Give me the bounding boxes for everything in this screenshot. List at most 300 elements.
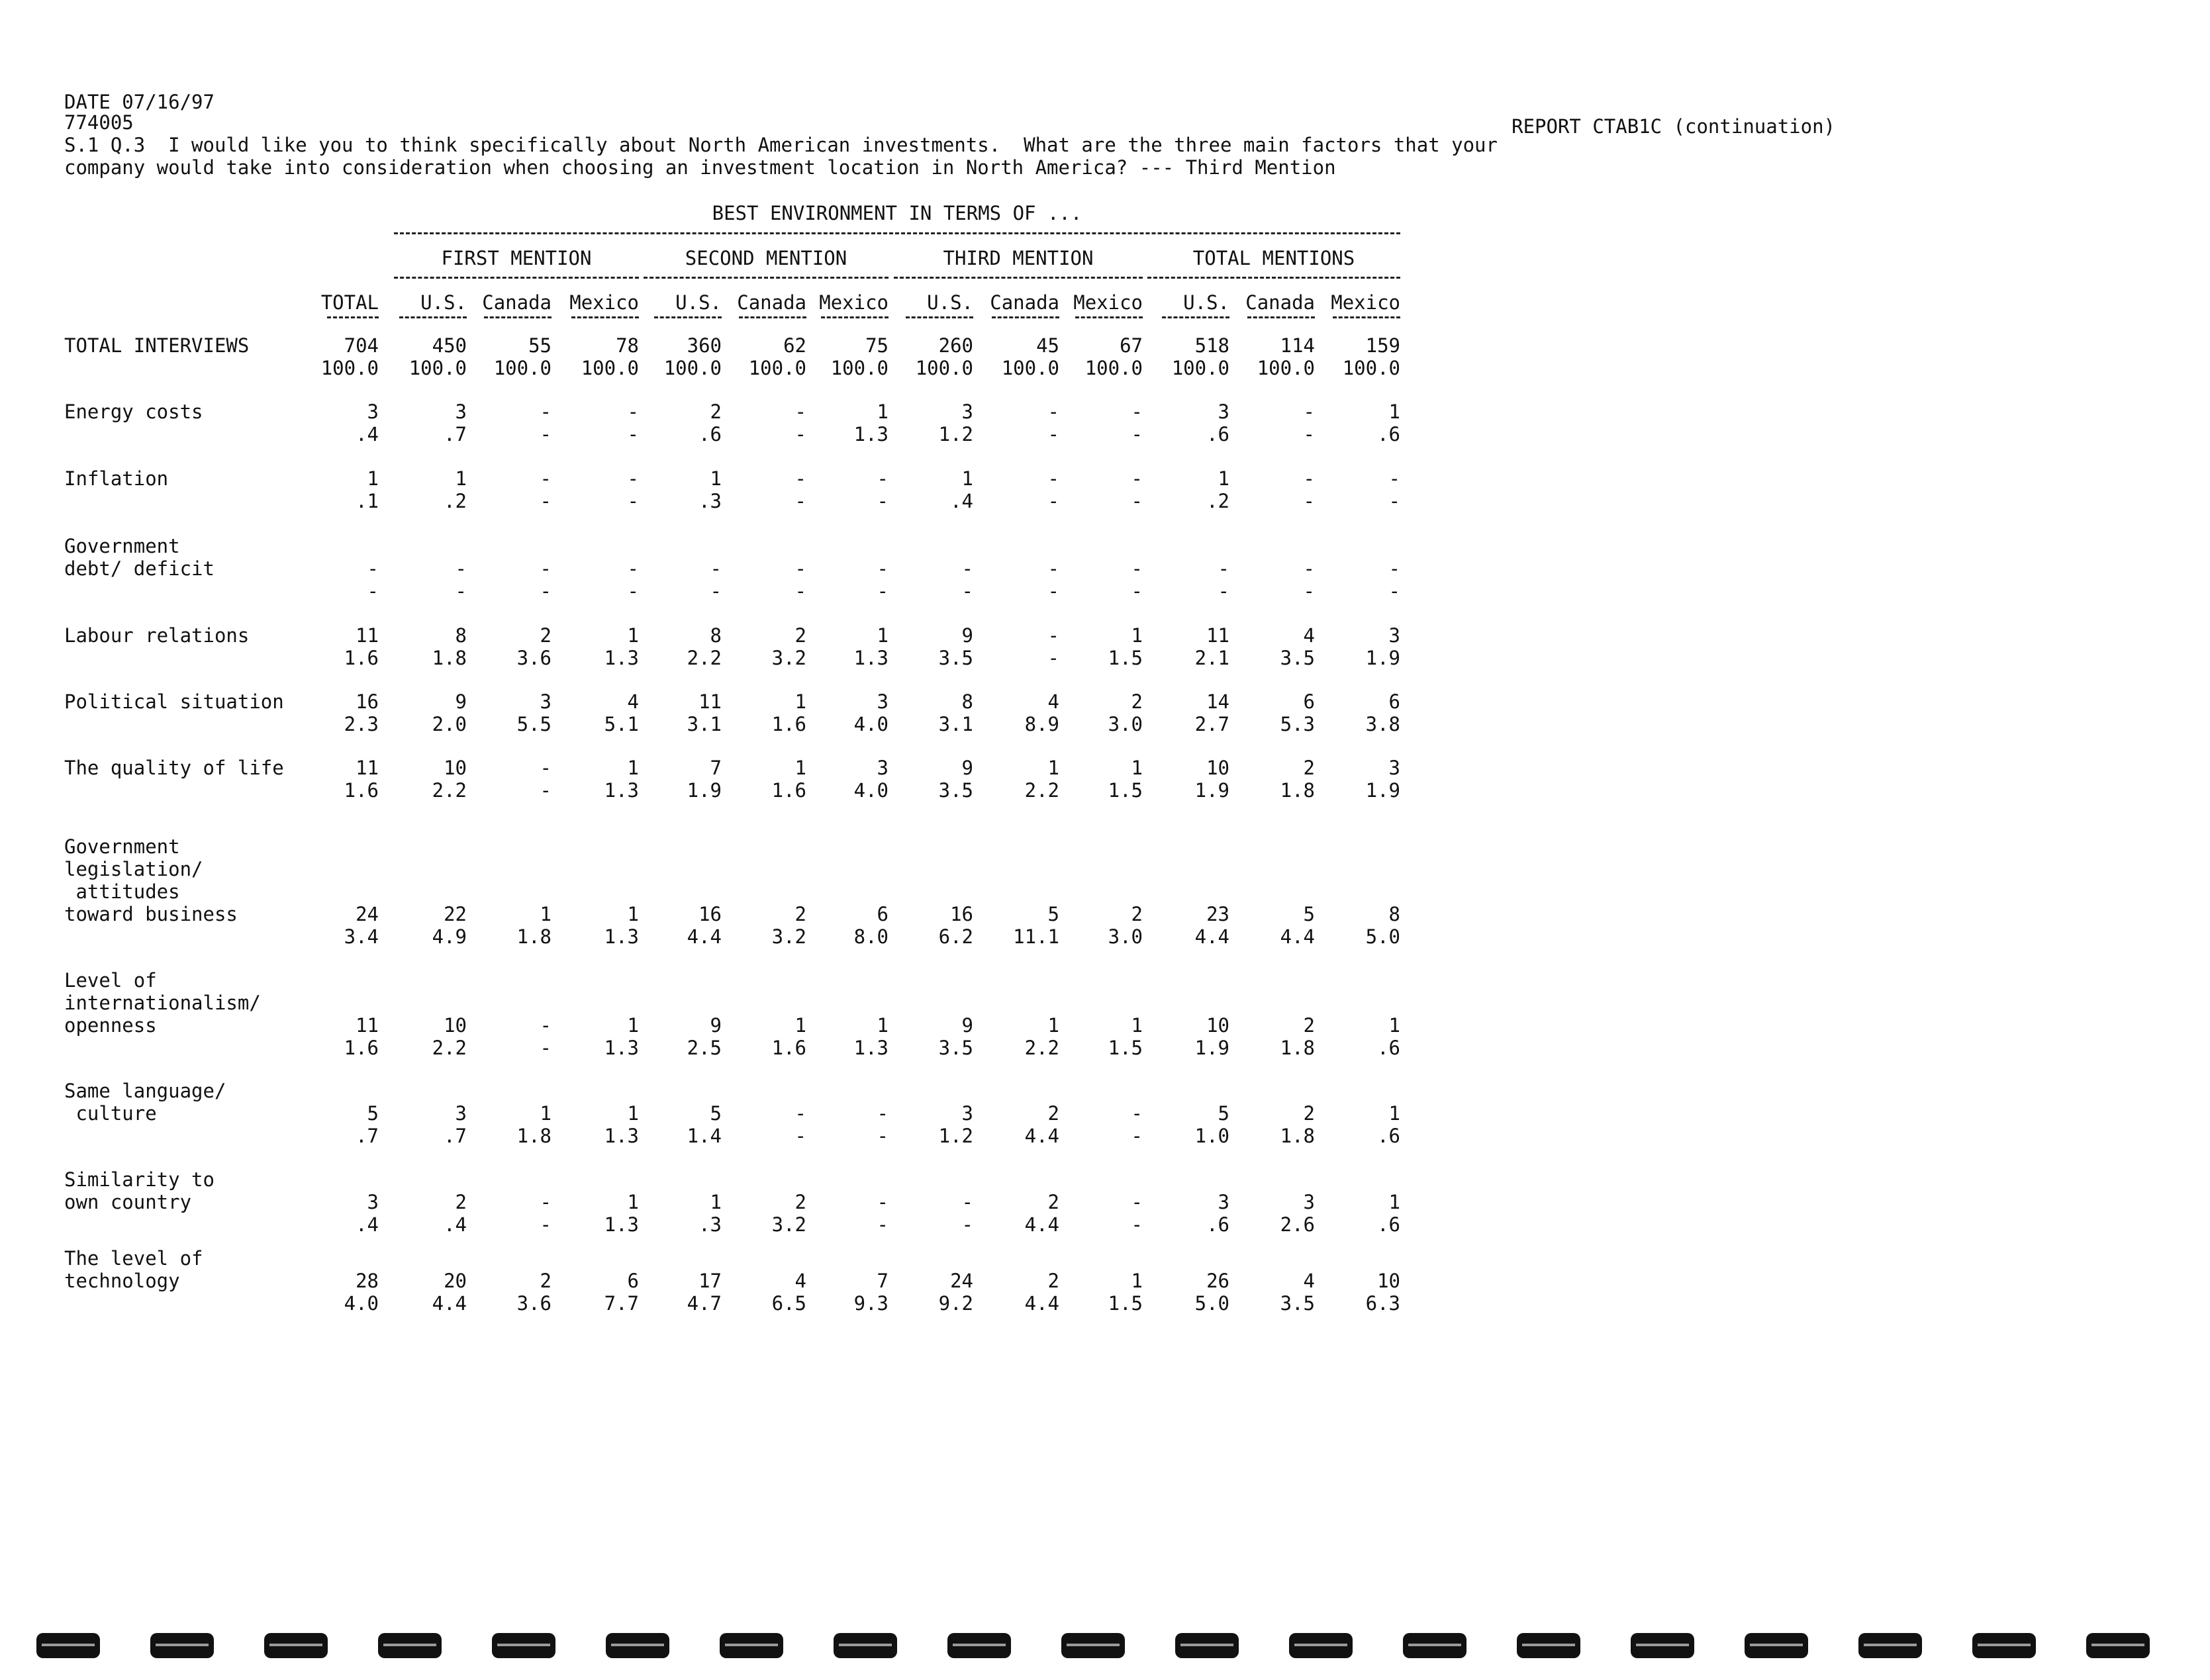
percent-cell: .6 bbox=[1377, 1037, 1400, 1059]
count-cell: 11 bbox=[356, 757, 379, 779]
percent-cell: 7.7 bbox=[604, 1292, 639, 1315]
count-cell: - bbox=[1131, 557, 1143, 580]
count-cell: 1 bbox=[1131, 1014, 1143, 1037]
percent-cell: 100.0 bbox=[581, 357, 639, 379]
column-header: Mexico bbox=[1331, 291, 1400, 314]
percent-cell: 100.0 bbox=[1001, 357, 1059, 379]
row-label: Government bbox=[64, 535, 180, 557]
feed-hole bbox=[1972, 1633, 2036, 1658]
column-header: Canada bbox=[990, 291, 1059, 314]
row-label: Inflation bbox=[64, 467, 169, 490]
column-rule bbox=[821, 316, 889, 318]
count-cell: 2 bbox=[1047, 1102, 1059, 1125]
percent-cell: - bbox=[455, 580, 467, 602]
count-cell: 2 bbox=[1303, 1014, 1315, 1037]
percent-cell: 1.3 bbox=[604, 1037, 639, 1059]
count-cell: 9 bbox=[710, 1014, 722, 1037]
count-cell: - bbox=[877, 1191, 889, 1213]
percent-cell: - bbox=[1303, 423, 1315, 445]
percent-cell: 100.0 bbox=[748, 357, 806, 379]
percent-cell: 1.8 bbox=[516, 1125, 552, 1147]
count-cell: 3 bbox=[1303, 1191, 1315, 1213]
count-cell: - bbox=[1131, 400, 1143, 423]
count-cell: 4 bbox=[627, 690, 639, 713]
column-header: U.S. bbox=[420, 291, 467, 314]
feed-hole bbox=[720, 1633, 783, 1658]
count-cell: 7 bbox=[710, 757, 722, 779]
column-header: U.S. bbox=[1183, 291, 1229, 314]
percent-cell: 1.3 bbox=[604, 1213, 639, 1236]
count-cell: 67 bbox=[1120, 334, 1143, 357]
count-cell: 1 bbox=[1388, 1014, 1400, 1037]
percent-cell: 9.3 bbox=[853, 1292, 889, 1315]
percent-cell: 4.4 bbox=[1280, 925, 1315, 948]
percent-cell: - bbox=[627, 490, 639, 512]
percent-cell: 3.0 bbox=[1108, 713, 1143, 735]
count-cell: - bbox=[1131, 1102, 1143, 1125]
count-cell: - bbox=[1047, 400, 1059, 423]
count-cell: 10 bbox=[444, 757, 467, 779]
count-cell: 8 bbox=[455, 624, 467, 647]
percent-cell: 2.0 bbox=[432, 713, 467, 735]
percent-cell: 1.3 bbox=[853, 647, 889, 669]
feed-hole bbox=[150, 1633, 214, 1658]
percent-cell: 1.5 bbox=[1108, 1292, 1143, 1315]
row-label: The level of bbox=[64, 1247, 203, 1270]
count-cell: 3 bbox=[367, 400, 379, 423]
feed-hole bbox=[1289, 1633, 1353, 1658]
percent-cell: - bbox=[1047, 423, 1059, 445]
count-cell: 1 bbox=[1047, 757, 1059, 779]
percent-cell: 3.4 bbox=[344, 925, 379, 948]
percent-cell: 8.9 bbox=[1024, 713, 1059, 735]
percent-cell: - bbox=[794, 490, 806, 512]
row-label: Same language/ bbox=[64, 1080, 226, 1102]
percent-cell: .4 bbox=[950, 490, 973, 512]
percent-cell: 1.6 bbox=[771, 1037, 806, 1059]
count-cell: 16 bbox=[698, 903, 722, 925]
column-header: Mexico bbox=[1073, 291, 1143, 314]
count-cell: 1 bbox=[1131, 624, 1143, 647]
count-cell: - bbox=[1388, 557, 1400, 580]
count-cell: 3 bbox=[961, 1102, 973, 1125]
count-cell: 10 bbox=[1377, 1270, 1400, 1292]
column-rule bbox=[399, 316, 467, 318]
count-cell: - bbox=[710, 557, 722, 580]
percent-cell: 3.2 bbox=[771, 647, 806, 669]
count-cell: 1 bbox=[794, 690, 806, 713]
count-cell: - bbox=[961, 557, 973, 580]
count-cell: 1 bbox=[710, 1191, 722, 1213]
percent-cell: 3.5 bbox=[1280, 647, 1315, 669]
count-cell: 5 bbox=[710, 1102, 722, 1125]
column-header: U.S. bbox=[675, 291, 722, 314]
group-label: SECOND MENTION bbox=[685, 247, 847, 269]
count-cell: 1 bbox=[1131, 757, 1143, 779]
count-cell: 3 bbox=[877, 757, 889, 779]
count-cell: 1 bbox=[627, 1191, 639, 1213]
count-cell: - bbox=[794, 467, 806, 490]
count-cell: - bbox=[1303, 467, 1315, 490]
percent-cell: 3.1 bbox=[687, 713, 722, 735]
percent-cell: 1.9 bbox=[1194, 779, 1229, 802]
percent-cell: 3.6 bbox=[516, 647, 552, 669]
percent-cell: - bbox=[1131, 1213, 1143, 1236]
count-cell: 1 bbox=[627, 1102, 639, 1125]
count-cell: 518 bbox=[1194, 334, 1229, 357]
count-cell: 22 bbox=[444, 903, 467, 925]
percent-cell: 100.0 bbox=[1342, 357, 1400, 379]
percent-cell: 2.1 bbox=[1194, 647, 1229, 669]
percent-cell: - bbox=[627, 580, 639, 602]
percent-cell: 6.3 bbox=[1365, 1292, 1400, 1315]
feed-hole bbox=[1517, 1633, 1580, 1658]
count-cell: 11 bbox=[698, 690, 722, 713]
count-cell: - bbox=[877, 557, 889, 580]
count-cell: 11 bbox=[1206, 624, 1229, 647]
percent-cell: 1.8 bbox=[432, 647, 467, 669]
percent-cell: 4.9 bbox=[432, 925, 467, 948]
percent-cell: - bbox=[1131, 580, 1143, 602]
count-cell: - bbox=[1218, 557, 1229, 580]
group-label: TOTAL MENTIONS bbox=[1192, 247, 1355, 269]
percent-cell: 1.9 bbox=[687, 779, 722, 802]
percent-cell: 3.8 bbox=[1365, 713, 1400, 735]
percent-cell: 5.1 bbox=[604, 713, 639, 735]
percent-cell: - bbox=[794, 423, 806, 445]
count-cell: 1 bbox=[540, 903, 552, 925]
count-cell: - bbox=[540, 400, 552, 423]
percent-cell: .6 bbox=[698, 423, 722, 445]
feed-hole bbox=[1175, 1633, 1239, 1658]
count-cell: - bbox=[1047, 624, 1059, 647]
count-cell: 2 bbox=[794, 1191, 806, 1213]
column-rule bbox=[1162, 316, 1229, 318]
count-cell: 24 bbox=[356, 903, 379, 925]
percent-cell: 1.4 bbox=[687, 1125, 722, 1147]
row-label: Energy costs bbox=[64, 400, 203, 423]
row-label: TOTAL INTERVIEWS bbox=[64, 334, 250, 357]
percent-cell: - bbox=[794, 580, 806, 602]
percent-cell: .6 bbox=[1377, 423, 1400, 445]
count-cell: 450 bbox=[432, 334, 467, 357]
count-cell: 16 bbox=[950, 903, 973, 925]
percent-cell: - bbox=[1047, 647, 1059, 669]
count-cell: - bbox=[627, 557, 639, 580]
percent-cell: 3.2 bbox=[771, 925, 806, 948]
count-cell: 1 bbox=[710, 467, 722, 490]
group-rule bbox=[644, 277, 889, 279]
count-cell: 3 bbox=[367, 1191, 379, 1213]
percent-cell: 1.3 bbox=[604, 647, 639, 669]
feed-hole bbox=[2086, 1633, 2150, 1658]
percent-cell: 4.4 bbox=[1024, 1125, 1059, 1147]
count-cell: 8 bbox=[961, 690, 973, 713]
column-header: Canada bbox=[737, 291, 806, 314]
count-cell: 4 bbox=[794, 1270, 806, 1292]
count-cell: - bbox=[1047, 467, 1059, 490]
percent-cell: 5.5 bbox=[516, 713, 552, 735]
count-cell: 1 bbox=[627, 757, 639, 779]
percent-cell: - bbox=[794, 1125, 806, 1147]
count-cell: 114 bbox=[1280, 334, 1315, 357]
count-cell: 1 bbox=[367, 467, 379, 490]
count-cell: 2 bbox=[1047, 1191, 1059, 1213]
percent-cell: 3.1 bbox=[938, 713, 973, 735]
percent-cell: 1.6 bbox=[344, 1037, 379, 1059]
column-header: U.S. bbox=[927, 291, 973, 314]
percent-cell: 1.3 bbox=[604, 779, 639, 802]
count-cell: 4 bbox=[1047, 690, 1059, 713]
column-rule bbox=[654, 316, 722, 318]
percent-cell: - bbox=[877, 580, 889, 602]
count-cell: 1 bbox=[540, 1102, 552, 1125]
group-label: FIRST MENTION bbox=[441, 247, 592, 269]
group-rule bbox=[1147, 277, 1400, 279]
percent-cell: 4.0 bbox=[853, 779, 889, 802]
percent-cell: 3.5 bbox=[938, 1037, 973, 1059]
banner-rule bbox=[394, 232, 1400, 234]
count-cell: 159 bbox=[1365, 334, 1400, 357]
count-cell: 11 bbox=[356, 1014, 379, 1037]
percent-cell: .4 bbox=[356, 1213, 379, 1236]
count-cell: 75 bbox=[865, 334, 889, 357]
percent-cell: 4.4 bbox=[1024, 1292, 1059, 1315]
percent-cell: 2.6 bbox=[1280, 1213, 1315, 1236]
count-cell: 6 bbox=[877, 903, 889, 925]
percent-cell: - bbox=[1131, 1125, 1143, 1147]
percent-cell: - bbox=[877, 1213, 889, 1236]
report-date: DATE 07/16/97 bbox=[64, 91, 215, 113]
percent-cell: 100.0 bbox=[663, 357, 722, 379]
count-cell: 8 bbox=[710, 624, 722, 647]
percent-cell: 1.6 bbox=[344, 647, 379, 669]
count-cell: 20 bbox=[444, 1270, 467, 1292]
count-cell: 1 bbox=[1047, 1014, 1059, 1037]
percent-cell: 9.2 bbox=[938, 1292, 973, 1315]
count-cell: - bbox=[794, 400, 806, 423]
count-cell: 3 bbox=[455, 1102, 467, 1125]
percent-cell: 1.3 bbox=[604, 1125, 639, 1147]
percent-cell: - bbox=[1047, 580, 1059, 602]
count-cell: - bbox=[1303, 557, 1315, 580]
row-label: technology bbox=[64, 1270, 180, 1292]
count-cell: 3 bbox=[1388, 757, 1400, 779]
percent-cell: - bbox=[1131, 490, 1143, 512]
column-rule bbox=[571, 316, 639, 318]
percent-cell: 5.0 bbox=[1365, 925, 1400, 948]
percent-cell: 2.5 bbox=[687, 1037, 722, 1059]
percent-cell: 1.8 bbox=[1280, 1125, 1315, 1147]
percent-cell: 100.0 bbox=[493, 357, 552, 379]
percent-cell: 1.5 bbox=[1108, 779, 1143, 802]
count-cell: 5 bbox=[1218, 1102, 1229, 1125]
row-label: The quality of life bbox=[64, 757, 284, 779]
row-label: legislation/ bbox=[64, 858, 203, 880]
count-cell: 9 bbox=[961, 624, 973, 647]
percent-cell: 4.4 bbox=[432, 1292, 467, 1315]
group-rule bbox=[394, 277, 639, 279]
count-cell: 2 bbox=[540, 1270, 552, 1292]
count-cell: 2 bbox=[1131, 690, 1143, 713]
percent-cell: 100.0 bbox=[320, 357, 379, 379]
percent-cell: 5.0 bbox=[1194, 1292, 1229, 1315]
percent-cell: - bbox=[540, 423, 552, 445]
count-cell: 55 bbox=[528, 334, 552, 357]
percent-cell: 2.7 bbox=[1194, 713, 1229, 735]
feed-hole bbox=[1858, 1633, 1922, 1658]
question-line-2: company would take into consideration when choosing an investment location in North America? --- Third Mention bbox=[64, 156, 1336, 179]
column-rule bbox=[327, 316, 379, 318]
percent-cell: 4.4 bbox=[1024, 1213, 1059, 1236]
count-cell: 7 bbox=[877, 1270, 889, 1292]
percent-cell: 4.0 bbox=[853, 713, 889, 735]
percent-cell: 2.3 bbox=[344, 713, 379, 735]
feed-hole bbox=[1403, 1633, 1466, 1658]
percent-cell: 1.3 bbox=[604, 925, 639, 948]
percent-cell: 6.5 bbox=[771, 1292, 806, 1315]
count-cell: 26 bbox=[1206, 1270, 1229, 1292]
count-cell: 1 bbox=[794, 1014, 806, 1037]
count-cell: - bbox=[367, 557, 379, 580]
percent-cell: - bbox=[540, 1213, 552, 1236]
count-cell: - bbox=[794, 557, 806, 580]
percent-cell: .1 bbox=[356, 490, 379, 512]
count-cell: 1 bbox=[1218, 467, 1229, 490]
percent-cell: 1.8 bbox=[516, 925, 552, 948]
percent-cell: 1.5 bbox=[1108, 1037, 1143, 1059]
count-cell: 2 bbox=[710, 400, 722, 423]
row-label: internationalism/ bbox=[64, 992, 261, 1014]
count-cell: 1 bbox=[627, 624, 639, 647]
percent-cell: - bbox=[877, 1125, 889, 1147]
count-cell: 704 bbox=[344, 334, 379, 357]
row-label: Similarity to bbox=[64, 1168, 215, 1191]
count-cell: 2 bbox=[1131, 903, 1143, 925]
count-cell: - bbox=[540, 467, 552, 490]
count-cell: 28 bbox=[356, 1270, 379, 1292]
percent-cell: 11.1 bbox=[1013, 925, 1059, 948]
count-cell: 4 bbox=[1303, 624, 1315, 647]
feed-hole bbox=[378, 1633, 442, 1658]
column-rule bbox=[906, 316, 973, 318]
percent-cell: 1.8 bbox=[1280, 779, 1315, 802]
row-label: Political situation bbox=[64, 690, 284, 713]
percent-cell: 1.9 bbox=[1194, 1037, 1229, 1059]
percent-cell: - bbox=[710, 580, 722, 602]
column-rule bbox=[992, 316, 1059, 318]
count-cell: 1 bbox=[1131, 1270, 1143, 1292]
percent-cell: 100.0 bbox=[915, 357, 973, 379]
percent-cell: - bbox=[1388, 580, 1400, 602]
percent-cell: 1.9 bbox=[1365, 779, 1400, 802]
row-label: own country bbox=[64, 1191, 192, 1213]
count-cell: - bbox=[540, 1014, 552, 1037]
percent-cell: - bbox=[1388, 490, 1400, 512]
count-cell: 3 bbox=[1218, 400, 1229, 423]
percent-cell: .6 bbox=[1377, 1125, 1400, 1147]
count-cell: 1 bbox=[1388, 1102, 1400, 1125]
percent-cell: 100.0 bbox=[1084, 357, 1143, 379]
count-cell: 1 bbox=[627, 903, 639, 925]
feed-hole bbox=[1631, 1633, 1694, 1658]
count-cell: - bbox=[1388, 467, 1400, 490]
feed-hole bbox=[36, 1633, 100, 1658]
count-cell: 9 bbox=[961, 757, 973, 779]
percent-cell: .2 bbox=[444, 490, 467, 512]
percent-cell: - bbox=[540, 490, 552, 512]
count-cell: 3 bbox=[1218, 1191, 1229, 1213]
banner-title: BEST ENVIRONMENT IN TERMS OF ... bbox=[712, 202, 1082, 224]
count-cell: 16 bbox=[356, 690, 379, 713]
percent-cell: 3.2 bbox=[771, 1213, 806, 1236]
percent-cell: .7 bbox=[356, 1125, 379, 1147]
percent-cell: .4 bbox=[356, 423, 379, 445]
count-cell: 45 bbox=[1036, 334, 1059, 357]
percent-cell: .2 bbox=[1206, 490, 1229, 512]
count-cell: 1 bbox=[627, 1014, 639, 1037]
percent-cell: - bbox=[367, 580, 379, 602]
feed-hole bbox=[834, 1633, 897, 1658]
percent-cell: 100.0 bbox=[408, 357, 467, 379]
count-cell: 6 bbox=[1388, 690, 1400, 713]
count-cell: 23 bbox=[1206, 903, 1229, 925]
percent-cell: 2.2 bbox=[432, 779, 467, 802]
column-header: Mexico bbox=[819, 291, 889, 314]
percent-cell: - bbox=[540, 779, 552, 802]
count-cell: 8 bbox=[1388, 903, 1400, 925]
percent-cell: - bbox=[1047, 490, 1059, 512]
count-cell: - bbox=[540, 757, 552, 779]
count-cell: - bbox=[1303, 400, 1315, 423]
group-rule bbox=[894, 277, 1143, 279]
column-rule bbox=[1075, 316, 1143, 318]
percent-cell: 1.9 bbox=[1365, 647, 1400, 669]
count-cell: 1 bbox=[794, 757, 806, 779]
count-cell: - bbox=[540, 557, 552, 580]
row-label: culture bbox=[64, 1102, 157, 1125]
count-cell: 11 bbox=[356, 624, 379, 647]
percent-cell: - bbox=[1218, 580, 1229, 602]
column-header: Canada bbox=[1245, 291, 1315, 314]
count-cell: - bbox=[627, 400, 639, 423]
column-rule bbox=[1333, 316, 1400, 318]
row-label: toward business bbox=[64, 903, 238, 925]
count-cell: 1 bbox=[877, 1014, 889, 1037]
percent-cell: 3.5 bbox=[938, 779, 973, 802]
count-cell: 1 bbox=[877, 624, 889, 647]
percent-cell: - bbox=[1131, 423, 1143, 445]
count-cell: 5 bbox=[1303, 903, 1315, 925]
group-label: THIRD MENTION bbox=[943, 247, 1094, 269]
percent-cell: - bbox=[1303, 490, 1315, 512]
count-cell: 4 bbox=[1303, 1270, 1315, 1292]
count-cell: 2 bbox=[455, 1191, 467, 1213]
count-cell: 14 bbox=[1206, 690, 1229, 713]
column-header: Mexico bbox=[569, 291, 639, 314]
percent-cell: .7 bbox=[444, 423, 467, 445]
count-cell: 1 bbox=[877, 400, 889, 423]
percent-cell: 2.2 bbox=[687, 647, 722, 669]
percent-cell: 3.5 bbox=[938, 647, 973, 669]
percent-cell: .4 bbox=[444, 1213, 467, 1236]
percent-cell: 1.0 bbox=[1194, 1125, 1229, 1147]
count-cell: 5 bbox=[1047, 903, 1059, 925]
column-header: TOTAL bbox=[320, 291, 379, 314]
count-cell: 2 bbox=[794, 624, 806, 647]
percent-cell: .3 bbox=[698, 1213, 722, 1236]
report-code: REPORT CTAB1C (continuation) bbox=[1512, 115, 1835, 138]
